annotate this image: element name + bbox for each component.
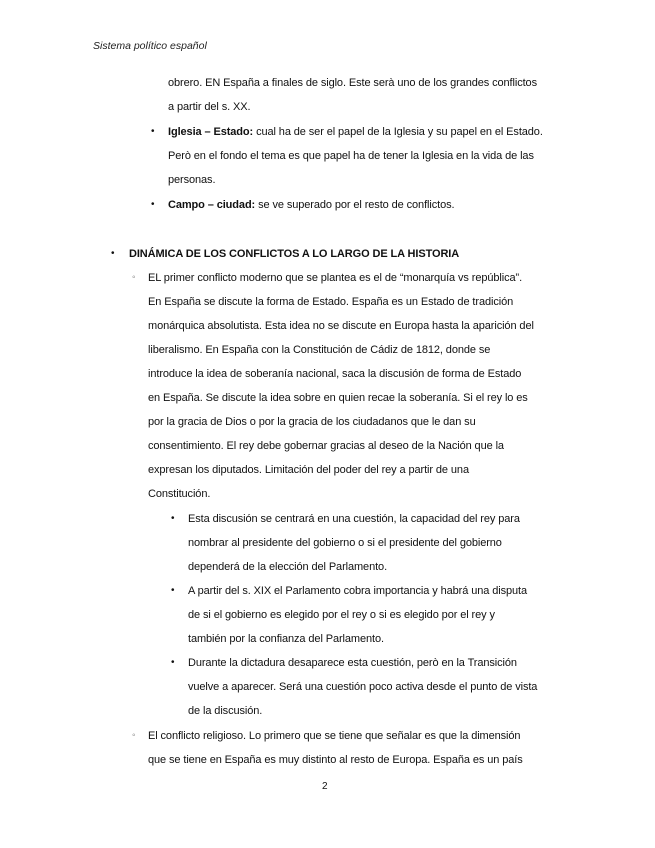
text-line: Però en el fondo el tema es que papel ha de tener la Iglesia en la vida de las [168,150,534,162]
bullet-marker: • [171,585,175,596]
text-line: vuelve a aparecer. Será una cuestión poco activa desde el punto de vista [188,681,538,693]
page-number: 2 [322,781,328,792]
text-line: Constitución. [148,488,211,500]
bullet-marker: • [171,657,175,668]
running-header: Sistema político español [93,40,207,52]
text-line: Esta discusión se centrará en una cuestión, la capacidad del rey para [188,513,520,525]
section-heading: DINÁMICA DE LOS CONFLICTOS A LO LARGO DE LA HISTORIA [129,248,460,260]
text-line: monárquica absolutista. Esta idea no se discute en Europa hasta la aparición del [148,320,534,332]
text-line: por la gracia de Dios o por la gracia de los ciudadanos que le dan su [148,416,476,428]
text-line: también por la confianza del Parlamento. [188,633,384,645]
text-line: dependerá de la elección del Parlamento. [188,561,388,573]
conflict-text: cual ha de ser el papel de la Iglesia y su papel en el Estado. [253,126,543,138]
text-line: A partir del s. XIX el Parlamento cobra importancia y habrá una disputa [188,585,527,597]
bullet-marker: ◦ [132,272,136,283]
conflict-text: se ve superado por el resto de conflictos. [255,199,455,211]
conflict-label: Campo – ciudad: [168,199,256,211]
conflict-label: Iglesia – Estado: [168,126,254,138]
text-line: nombrar al presidente del gobierno o si el presidente del gobierno [188,537,502,549]
text-line: En España se discute la forma de Estado. España es un Estado de tradición [148,296,514,308]
text-line: EL primer conflicto moderno que se plantea es el de “monarquía vs república”. [148,272,523,284]
text-line: expresan los diputados. Limitación del poder del rey a partir de una [148,464,469,476]
text-line: Durante la dictadura desaparece esta cuestión, però en la Transición [188,657,517,669]
text-line: El conflicto religioso. Lo primero que se tiene que señalar es que la dimensión [148,730,521,742]
conflict-item-iglesia-estado [168,125,543,139]
bullet-marker: • [151,126,155,137]
text-line: personas. [168,174,216,186]
bullet-marker: • [111,248,115,259]
text-line: de la discusión. [188,705,263,717]
text-line: introduce la idea de soberanía nacional, saca la discusión de forma de Estado [148,368,522,380]
text-line: que se tiene en España es muy distinto al resto de Europa. España es un país [148,754,523,766]
text-line: de si el gobierno es elegido por el rey o si es elegido por el rey y [188,609,495,621]
conflict-item-campo-ciudad [168,198,454,212]
text-line: obrero. EN España a finales de siglo. Este serà uno de los grandes conflictos [168,77,537,89]
bullet-marker: • [171,513,175,524]
text-line: liberalismo. En España con la Constitución de Cádiz de 1812, donde se [148,344,491,356]
text-line: en España. Se discute la idea sobre en quien recae la soberanía. Si el rey lo es [148,392,528,404]
bullet-marker: ◦ [132,730,136,741]
text-line: a partir del s. XX. [168,101,251,113]
bullet-marker: • [151,199,155,210]
text-line: consentimiento. El rey debe gobernar gracias al deseo de la Nación que la [148,440,504,452]
